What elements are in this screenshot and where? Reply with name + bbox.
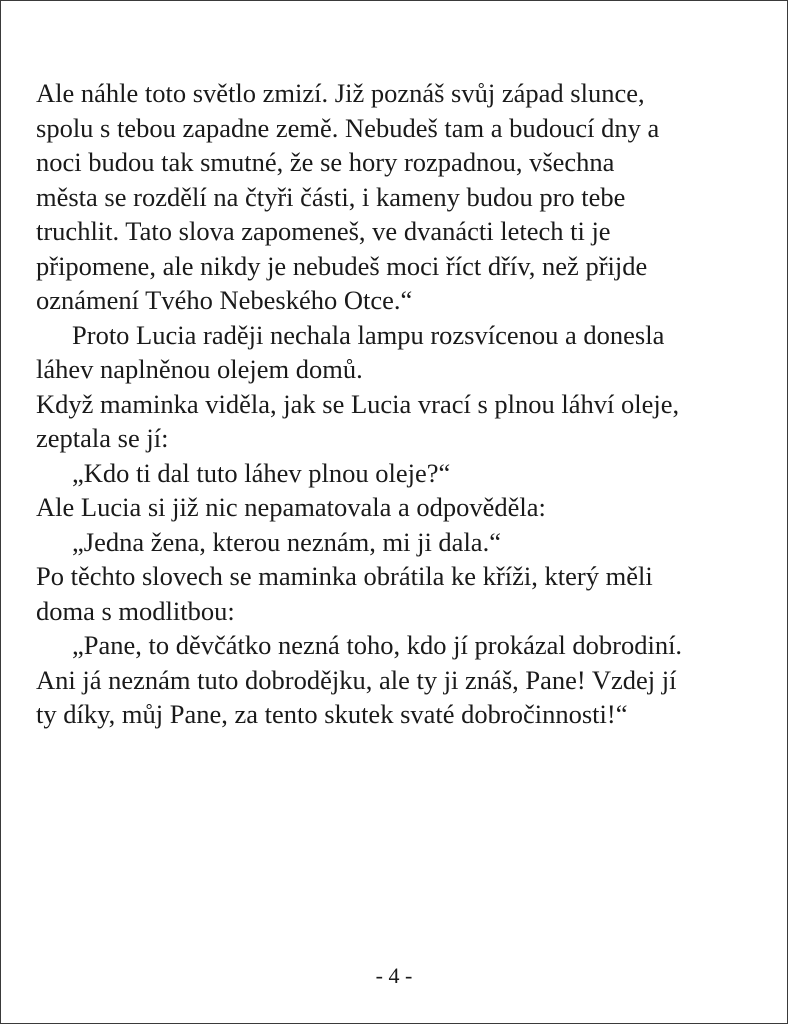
text-line: připomene, ale nikdy je nebudeš moci říct dřív, než přijde xyxy=(36,250,648,281)
text-line: Když maminka viděla, jak se Lucia vrací s plnou láhví oleje, xyxy=(36,388,680,419)
text-line: ty díky, můj Pane, za tento skutek svaté dobročinnosti!“ xyxy=(36,699,628,729)
text-line: oznámení Tvého Nebeského Otce.“ xyxy=(36,285,413,315)
text-line: města se rozdělí na čtyři části, i kameny budou pro tebe xyxy=(36,181,626,212)
text-line: doma s modlitbou: xyxy=(36,595,235,626)
text-line: Proto Lucia raději nechala lampu rozsvícenou a donesla xyxy=(72,319,665,350)
text-line: láhev naplněnou olejem domů. xyxy=(36,354,363,384)
text-line: „Kdo ti dal tuto láhev plnou oleje?“ xyxy=(72,457,451,488)
page-body-text xyxy=(36,76,766,732)
text-line: spolu s tebou zapadne země. Nebudeš tam a budoucí dny a xyxy=(36,112,660,143)
text-line: Ale Lucia si již nic nepamatovala a odpověděla: xyxy=(36,492,546,522)
page-number: - 4 - xyxy=(375,963,413,988)
text-line: „Jedna žena, kterou neznám, mi ji dala.“ xyxy=(72,526,501,557)
text-line: „Pane, to děvčátko nezná toho, kdo jí prokázal dobrodiní. xyxy=(72,630,683,660)
text-line: zeptala se jí: xyxy=(36,423,169,453)
text-line: noci budou tak smutné, že se hory rozpadnou, všechna xyxy=(36,147,615,177)
text-line: Po těchto slovech se maminka obrátila ke kříži, který měli xyxy=(36,561,653,591)
text-line: Ani já neznám tuto dobrodějku, ale ty ji znáš, Pane! Vzdej jí xyxy=(36,664,677,695)
text-line: Ale náhle toto světlo zmizí. Již poznáš svůj západ slunce, xyxy=(36,78,645,108)
text-line: truchlit. Tato slova zapomeneš, ve dvanácti letech ti je xyxy=(36,216,611,246)
